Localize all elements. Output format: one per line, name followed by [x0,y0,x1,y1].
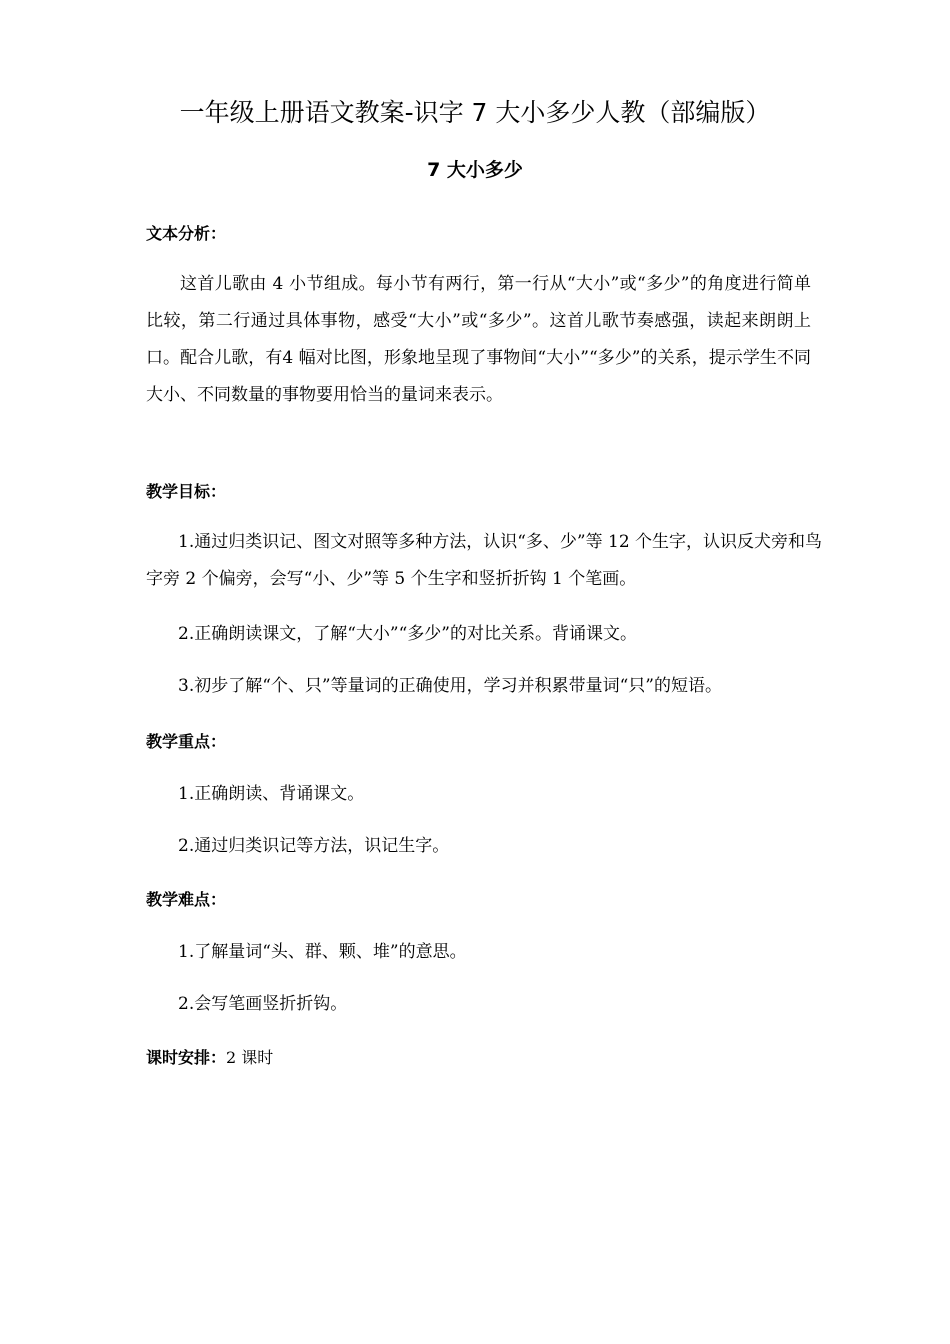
key-point-item: 2.通过归类识记等方法，识记生字。 [178,836,450,856]
section-heading-schedule: 课时安排： [146,1048,227,1067]
key-point-item: 1.正确朗读、背诵课文。 [178,784,365,804]
schedule-value: 2 课时 [226,1048,274,1067]
goal-item: 2.正确朗读课文，了解“大小”“多少”的对比关系。背诵课文。 [178,624,637,644]
lesson-title: 7 大小多少 [427,159,523,181]
schedule-line [146,1046,273,1070]
goal-item: 1.通过归类识记、图文对照等多种方法，认识“多、少”等 12 个生字，认识反犬旁和鸟字旁 2 个偏旁，会写“小、少”等 5 个生字和竖折折钩 1 个笔画。 [146,532,823,589]
difficulty-item: 1.了解量词“头、群、颗、堆”的意思。 [178,942,467,962]
section-heading-difficulties: 教学难点： [146,890,227,909]
difficulty-item: 2.会写笔画竖折折钩。 [178,994,348,1014]
analysis-paragraph: 这首儿歌由 4 小节组成。每小节有两行，第一行从“大小”或“多少”的角度进行简单比较，第二行通过具体事物，感受“大小”或“多少”。这首儿歌节奏感强，读起来朗朗上口。配合儿歌，有4 幅对比图，形象地呈现了事物间“大小”“多少”的关系，提示学生不同大小、不同数量的事物要用恰当的量词来表示。 [146,274,811,405]
goal-item: 3.初步了解“个、只”等量词的正确使用，学习并积累带量词“只”的短语。 [178,676,722,696]
section-heading-key-points: 教学重点： [146,732,227,751]
section-heading-analysis: 文本分析： [146,224,227,243]
document-title: 一年级上册语文教案-识字 7 大小多少人教（部编版） [179,98,771,127]
section-heading-goals: 教学目标： [146,482,227,501]
